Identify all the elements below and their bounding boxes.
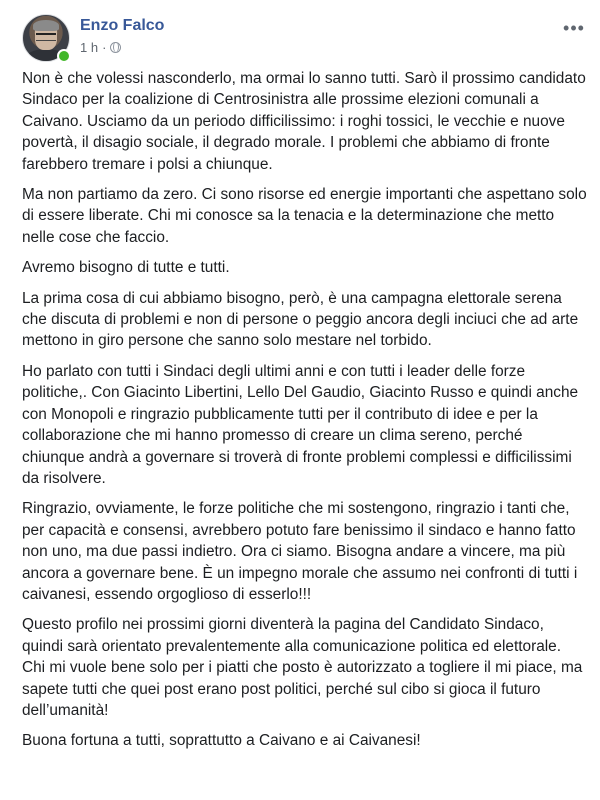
post-timestamp[interactable]: 1 h — [80, 40, 99, 55]
post-paragraph: Ho parlato con tutti i Sindaci degli ultimi anni e con tutti i leader delle forze politiche,. Con Giacinto Libertini, Lello Del Gaudio, Giacinto Russo e quindi anche con Monopoli e ringrazio pubblicamente tutti per il contributo di idee e per la collaborazione che mi hanno promesso di creare un clima sereno, perché chiunque andrà a governare si troverà di fronte problemi complessi e difficilissimi da risolvere. — [22, 362, 579, 487]
post-paragraph: Ma non partiamo da zero. Ci sono risorse ed energie importanti che aspettano solo di essere liberate. Chi mi conosce sa la tenacia e la determinazione che metto nelle cose che faccio. — [22, 186, 587, 246]
post-meta — [80, 40, 121, 55]
post-paragraph: Non è che volessi nasconderlo, ma ormai lo sanno tutti. Sarò il prossimo candidato Sindaco per la coalizione di Centrosinistra alle prossime elezioni comunali a Caivano. Usciamo da un periodo difficilissimo: i roghi tossici, le vecchie e nuove povertà, il disagio sociale, il degrado morale. I problemi che abbiamo di fronte farebbero tremare i polsi a chiunque. — [22, 70, 586, 173]
post-paragraph: Buona fortuna a tutti, soprattutto a Caivano e ai Caivanesi! — [22, 732, 421, 750]
post-paragraph: La prima cosa di cui abbiamo bisogno, però, è una campagna elettorale serena che discuta di problemi e non di persone o peggio ancora degli inciuci che ad arte mettono in giro persone che sanno solo mestare nel torbido. — [22, 289, 579, 350]
post-header — [22, 14, 586, 64]
avatar-hair — [33, 20, 59, 31]
post-paragraph: Questo profilo nei prossimi giorni diventerà la pagina del Candidato Sindaco, quindi sarà orientato prevalentemente alla comunicazione politica ed elettorale. Chi mi vuole bene solo per i piatti che posto è autorizzato a togliere il mi piace, ma sapete tutti che quei post erano post politici, perché sul cibo si gioca il futuro dell’umanità! — [22, 616, 583, 719]
more-options-icon[interactable]: ••• — [563, 18, 585, 38]
post-paragraph: Ringrazio, ovviamente, le forze politiche che mi sostengono, ringrazio i tanti che, per capacità e consensi, avrebbero potuto fare benissimo il sindaco e hanno fatto non uno, ma due passi indietro. Ora ci siamo. Bisogna andare a vincere, ma più ancora a governare bene. È un impegno morale che assumo nei confronti di tutti i caivanesi, essendo orgoglioso di esserlo!!! — [22, 500, 578, 603]
post-body — [22, 68, 588, 761]
author-name-link[interactable]: Enzo Falco — [80, 17, 165, 34]
meta-separator: · — [102, 40, 107, 55]
globe-icon[interactable] — [110, 42, 121, 53]
avatar-glasses — [36, 33, 56, 41]
post-paragraph: Avremo bisogno di tutte e tutti. — [22, 259, 230, 277]
online-status-icon — [57, 49, 71, 63]
